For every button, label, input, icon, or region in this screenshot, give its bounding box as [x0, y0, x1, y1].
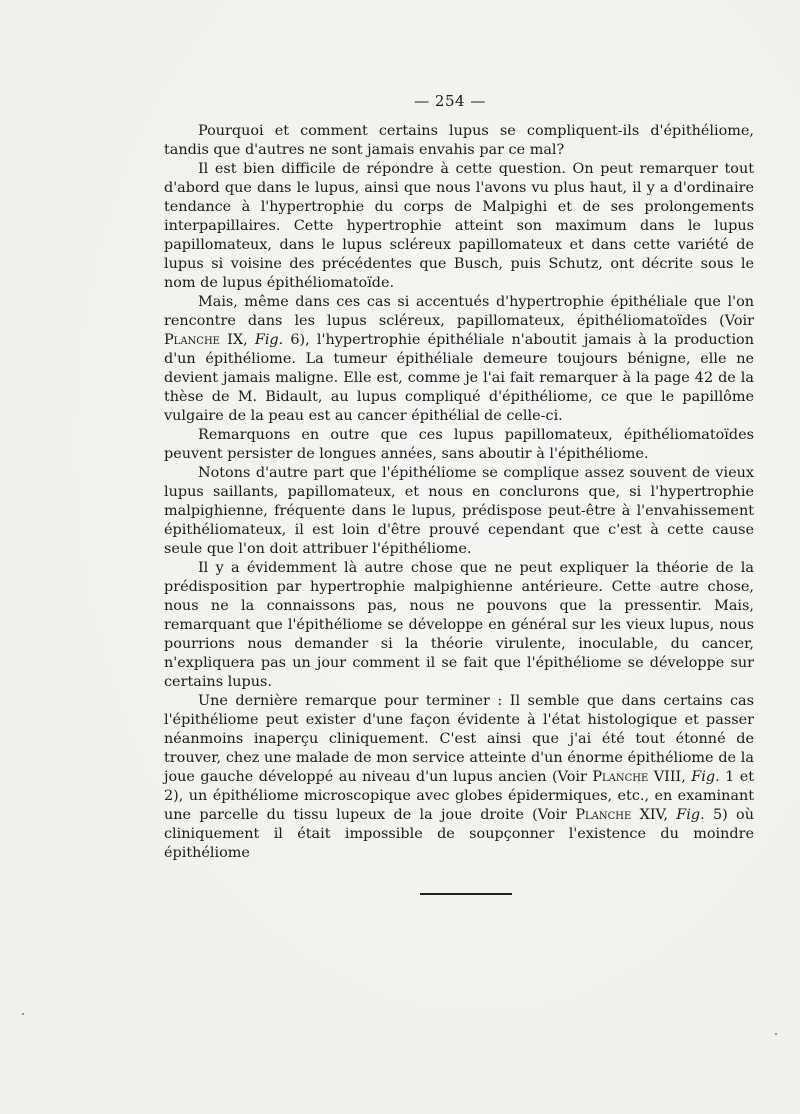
paragraph [164, 293, 754, 426]
paper-speck [775, 1033, 777, 1035]
page-number: — 254 — [414, 92, 486, 110]
figure-reference: Fig. [254, 332, 284, 348]
paragraph [164, 160, 754, 293]
plate-reference: Planche [164, 332, 220, 348]
figure-reference: Fig. [676, 807, 705, 823]
paragraph [164, 559, 754, 692]
text-run: IX, [219, 332, 255, 348]
paragraph [164, 692, 754, 863]
text-run: 6), l'hypertrophie épithéliale n'aboutit jamais à la production d'un épithéliome. La tumeur épithéliale demeure toujours bénigne, elle ne devient jamais maligne. Elle est, comme je l'ai fait remarquer à la page 42 de la thèse de M. Bidault, au lupus compliqué d'épithéliome, ce que le papillôme vulgaire de la peau est au cancer épithélial de celle-ci. [164, 332, 754, 424]
text-run: Notons d'autre part que l'épithéliome se complique assez souvent de vieux lupus saillants, papillomateux, et nous en conclurons que, si l'hypertrophie malpighienne, fréquente dans le lupus, prédispose peut-être à l'envahissement épithéliomateux, il est loin d'être prouvé cependant que c'est à cette cause seule que l'on doit attribuer l'épithéliome. [164, 465, 754, 557]
plate-reference: Planche [592, 769, 649, 785]
text-run: XIV, [631, 807, 677, 823]
paragraph [164, 426, 754, 464]
text-run: 1 et 2), un épithéliome microscopique avec globes épidermiques, etc., en examinant une parcelle du tissu lupeux de la joue droite (Voir [164, 769, 755, 823]
text-run: Remarquons en outre que ces lupus papillomateux, épithéliomatoïdes peuvent persister de longues années, sans aboutir à l'épithéliome. [164, 427, 754, 462]
closing-rule [420, 893, 512, 895]
paragraph [164, 464, 754, 559]
plate-reference: Planche [575, 807, 632, 823]
text-run: Il est bien difficile de répondre à cette question. On peut remarquer tout d'abord que dans le lupus, ainsi que nous l'avons vu plus haut, il y a d'ordinaire tendance à l'hypertrophie du corps de Malpighi et de ses prolongements interpapillaires. Cette hypertrophie atteint son maximum dans le lupus papillomateux, dans le lupus scléreux papillomateux et dans cette variété de lupus si voisine des précédentes que Busch, puis Schutz, ont décrite sous le nom de lupus épithéliomatoïde. [164, 161, 754, 291]
paper-speck [22, 1013, 24, 1015]
text-run: Une dernière remarque pour terminer : Il semble que dans certains cas l'épithéliome peut exister d'une façon évidente à l'état histologique et passer néanmoins inaperçu cliniquement. C'est ainsi que j'ai été tout étonné de trouver, chez une malade de mon service atteinte d'un énorme épithéliome de la joue gauche développé au niveau d'un lupus ancien (Voir [164, 693, 754, 785]
text-run: Il y a évidemment là autre chose que ne peut expliquer la théorie de la prédisposition par hypertrophie malpighienne antérieure. Cette autre chose, nous ne la connaissons pas, nous ne pouvons que la pressentir. Mais, remarquant que l'épithéliome se développe en général sur les vieux lupus, nous pourrions nous demander si la théorie virulente, inoculable, du cancer, n'expliquera pas un jour comment il se fait que l'épithéliome se développe sur certains lupus. [164, 560, 754, 690]
text-run: VIII, [648, 769, 692, 785]
paragraph [164, 122, 754, 160]
text-run: 5) où cliniquement il était impossible de soupçonner l'existence du moindre épithéliome [164, 807, 754, 861]
text-run: Pourquoi et comment certains lupus se compliquent-ils d'épithéliome, tandis que d'autres ne sont jamais envahis par ce mal? [164, 123, 754, 158]
figure-reference: Fig. [691, 769, 720, 785]
text-run: Mais, même dans ces cas si accentués d'hypertrophie épithéliale que l'on rencontre dans les lupus scléreux, papillomateux, épithéliomatoïdes (Voir [164, 294, 754, 329]
body-text [164, 122, 754, 863]
